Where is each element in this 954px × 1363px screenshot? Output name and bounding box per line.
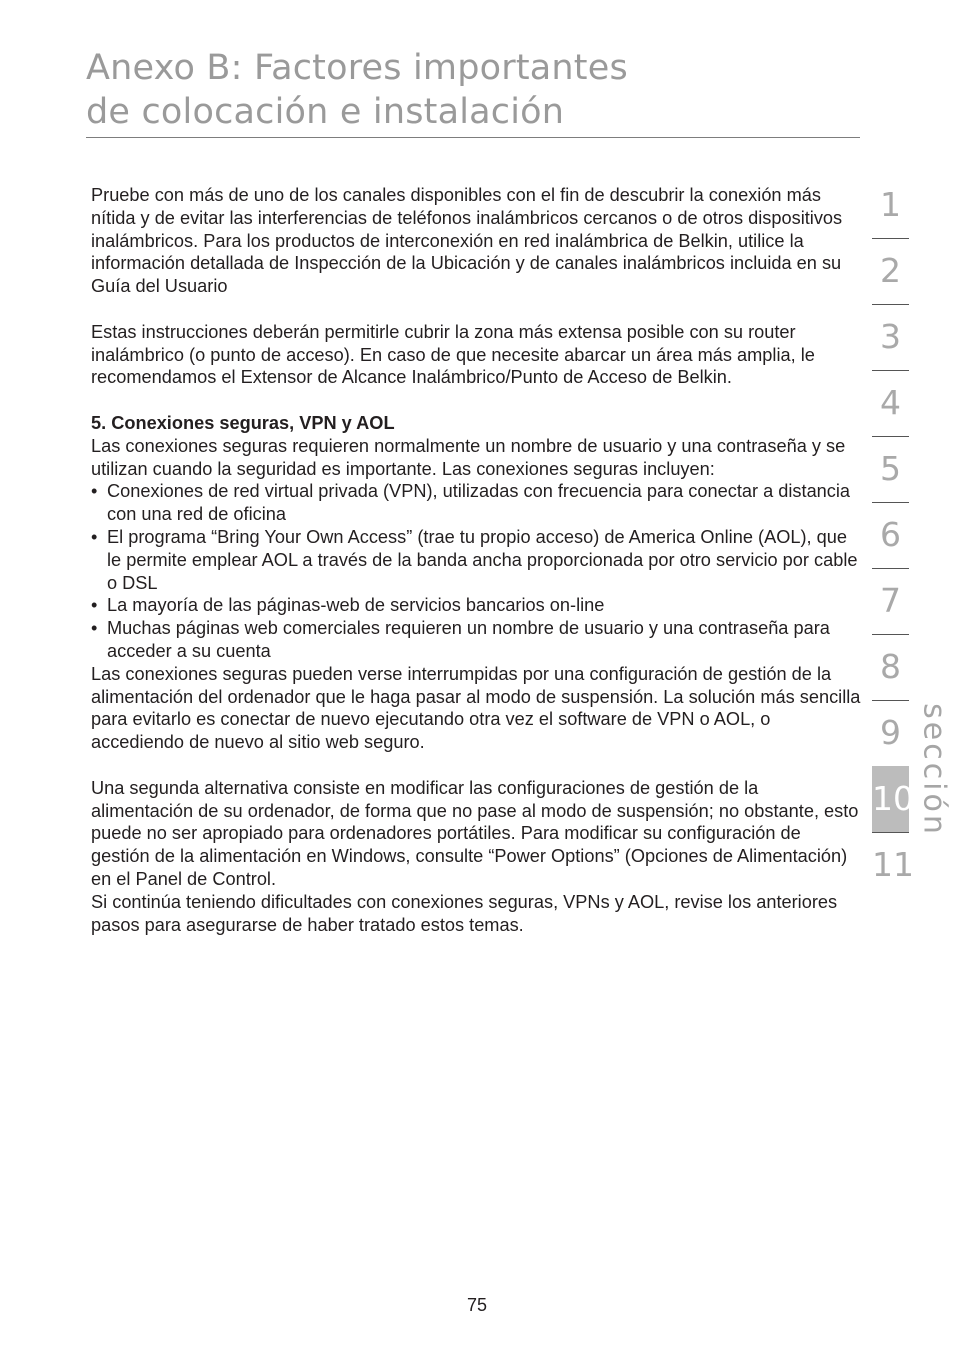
paragraph-coverage: Estas instrucciones deberán permitirle cubrir la zona más extensa posible con su router inalámbrico (o punto de acceso). En caso de que necesite abarcar un área más amplia, le recomendamos el Extensor de Alcance Inalámbrico/Punto de Acceso de Belkin.	[91, 321, 815, 388]
section-nav-item-1[interactable]: 1	[880, 185, 901, 224]
bullet-icon: •	[91, 618, 98, 639]
list-item-text: El programa “Bring Your Own Access” (trae tu propio acceso) de America Online (AOL), que le permite emplear AOL a través de la banda ancha proporcionada por otro servicio por cable o DSL	[107, 526, 858, 593]
list-item	[91, 526, 863, 594]
section-nav-item-5[interactable]: 5	[880, 449, 901, 488]
section-nav-item-6[interactable]: 6	[880, 515, 901, 554]
list-item	[91, 617, 863, 663]
section-label: sección	[916, 703, 952, 837]
header-divider	[86, 137, 860, 138]
section-nav-item-10-active[interactable]: 10	[872, 766, 909, 832]
list-item-text: Muchas páginas web comerciales requieren un nombre de usuario y una contraseña para acceder a su cuenta	[107, 618, 830, 661]
paragraph-interruptions: Las conexiones seguras pueden verse interrumpidas por una configuración de gestión de la alimentación del ordenador que le haga pasar al modo de suspensión. La solución más sencilla para evitarlo es conectar de nuevo ejecutando otra vez el software de VPN o AOL, o accediendo de nuevo al sitio web seguro.	[91, 663, 861, 753]
main-content	[91, 184, 863, 936]
paragraph-channels: Pruebe con más de uno de los canales disponibles con el fin de descubrir la conexión más nítida y de evitar las interferencias de teléfonos inalámbricos cercanos o de otros dispositivos inalámbricos. Para los productos de interconexión en red inalámbrica de Belkin, utilice la información detallada de Inspección de la Ubicación y de canales inalámbricos incluida en su Guía del Usuario	[91, 185, 843, 297]
section-nav-item-11[interactable]: 11	[872, 845, 914, 884]
list-item	[91, 480, 863, 526]
paragraph-secure-intro: Las conexiones seguras requieren normalmente un nombre de usuario y una contraseña y se utilizan cuando la seguridad es importante. Las conexiones seguras incluyen:	[91, 435, 846, 479]
bullet-icon: •	[91, 595, 98, 616]
paragraph-difficulties: Si continúa teniendo dificultades con conexiones seguras, VPNs y AOL, revise los anteriores pasos para asegurarse de haber tratado estos temas.	[91, 891, 838, 935]
secure-connections-list	[91, 480, 863, 662]
list-item-text: La mayoría de las páginas-web de servicios bancarios on-line	[107, 595, 605, 616]
bullet-icon: •	[91, 526, 98, 547]
section-nav-item-7[interactable]: 7	[880, 581, 901, 620]
paragraph-power-management: Una segunda alternativa consiste en modificar las configuraciones de gestión de la alimentación de su ordenador, de forma que no pase al modo de suspensión; no obstante, esto puede no ser apropiado para ordenadores portátiles. Para modificar su configuración de gestión de la alimentación en Windows, consulte “Power Options” (Opciones de Alimentación) en el Panel de Control.	[91, 777, 859, 889]
section-nav-item-8[interactable]: 8	[880, 647, 901, 686]
page-title-line-1: Anexo B: Factores importantes	[86, 48, 628, 88]
section-nav-item-9[interactable]: 9	[880, 713, 901, 752]
bullet-icon: •	[91, 481, 98, 502]
page-number: 75	[466, 1295, 488, 1315]
section-nav-item-3[interactable]: 3	[880, 317, 901, 356]
section-nav-item-2[interactable]: 2	[880, 251, 901, 290]
page-title-line-2: de colocación e instalación	[86, 92, 565, 132]
list-item-text: Conexiones de red virtual privada (VPN), utilizadas con frecuencia para conectar a distancia con una red de oficina	[107, 481, 851, 525]
section-nav-item-4[interactable]: 4	[880, 383, 901, 422]
list-item	[91, 594, 863, 617]
section-heading: 5. Conexiones seguras, VPN y AOL	[91, 412, 395, 433]
page-title	[86, 46, 628, 134]
